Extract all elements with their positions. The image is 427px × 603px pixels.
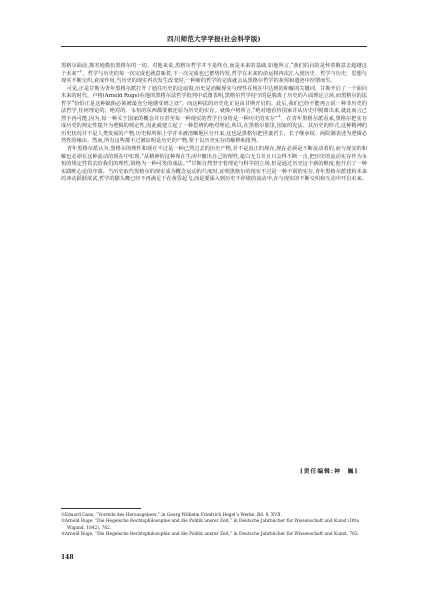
journal-header: 四川师范大学学报(社会科学版) <box>61 34 367 47</box>
footnote-ref-2[interactable]: ② <box>277 114 282 119</box>
page-number: 148 <box>61 554 74 561</box>
footnote-ref-3[interactable]: ③ <box>188 159 192 164</box>
article-body <box>61 63 367 184</box>
footnote-1: ①Eduard Gans, “Vorrede des Herausgebers,” in Georg Wilhelm Friedrich Hegel’s Werke, Bd. 8, XVII. <box>61 513 282 518</box>
footnote-ref-1[interactable]: ① <box>79 68 83 73</box>
footnote-2: ②Arnold Ruge, “Die Hegelsche Rechtsphilosophie und die Politik unsrer Zeit,” in Deutsche Jahrbücher für Wissenschaft und Kunst (Otto Wigand, 1842), 762. <box>61 519 360 531</box>
footnote-3: ③Arnold Ruge, “Die Hegelsche Rechtsphilosophie und die Politik unsrer Zeit,” in Deutsche Jahrbücher für Wissenschaft und Kunst, 763. <box>61 532 359 538</box>
paragraph-1: 黑格尔面前,拙劣地模仿黑格尔的一切。对他来说,黑格尔哲学并不是终点,而是未来的基础,如他所言,“我们的目的是怀着敬意去超越这个未来”①。哲学与历史的每一次完成也就意味着,下一次完成也已蓄势待发,哲学在未来的命运将再次汇入到历史、哲学与历史、思想与现实不断交织,衰成作用,当历史的现实再次发生改变时,一种新的哲学的完成就会从黑格尔哲学的灰烬和遗迹中涅槃而生。 <box>61 63 367 85</box>
footnote-divider <box>61 508 141 509</box>
footnotes <box>61 513 367 539</box>
paragraph-2: 可见,正是甘斯为青年黑格尔派打开了通往历史的这扇窗,历史是消解现实与理性在现在中达到的和解的关键词。甘斯开启了一个面向未来的时代。卢格(Arnold Ruge)在他的黑格尔法哲学批判中试图表明,黑格尔哲学持守的是脱离了历史的片面理论立场,而黑格尔的法哲学“恰恰正是这种缺陷必须被最充分地感受到之处”。而这种法的历史化正是由甘斯开启的。此后,我们已经不能再言说一种非历史的法哲学,任何理论的、绝对的、永恒的东西都要被还原为历史的实存。就像卢格所言,“绝对地看待国家并从历史中脱离出来,就此而言已然不再可能,因为,每一种关于国家的概念并且甚至每一种现实的哲学自身皆是一种历史的实存”②。在青年黑格尔派看来,黑格尔把实存成历史的规定性提升为逻辑的规定性,因此就建立起了一种思辨的绝对理论,所以,在黑格尔那里,国家的宪法、其历史的形式,这种精神的历史状况并不是人类发展的产物,历史和所和上学并未被清晰地区分开来,这也是黑格尔把世袭君主、长子继承权、两院制表述为逻辑必然性的缘由。然而,所有这些都不过被证明是历史的产物,要于以历史实存的解释和批判。 <box>61 85 368 145</box>
paragraph-3: 青年黑格尔派认为,黑格尔的理性和现在不过是一种已然过去的历史产物,并不是真正的现在,现在必须是不断流动着的,而与现实的和解也必须在这种流动的现在中实现,“从精神的这种现在生活中撤出自己的理性,毫白无力并且只会得不断一击,把历史的流动实存作为永恒的规定性贯去给我们的理性,降格为一种可笑的戏法。”③甘斯自然坚守着理论与科学的立场,但是通过历史这个新的维度,他开启了一种实践唯心论的序幕。当历史取代黑格尔的现实成为概念运动的尺度时,证明黑格尔的现实不过是一种不别的实存,青年黑格尔派建构未来的冲动跃跃欲试,哲学的猫头鹰已经不再满足于在黄昏起飞,而是要深入到历史不停歇的流动中,在与现实的不断交织和互动中开启未来。 <box>61 146 367 183</box>
editor-note: [责任编辑:神 巍] <box>300 469 359 475</box>
